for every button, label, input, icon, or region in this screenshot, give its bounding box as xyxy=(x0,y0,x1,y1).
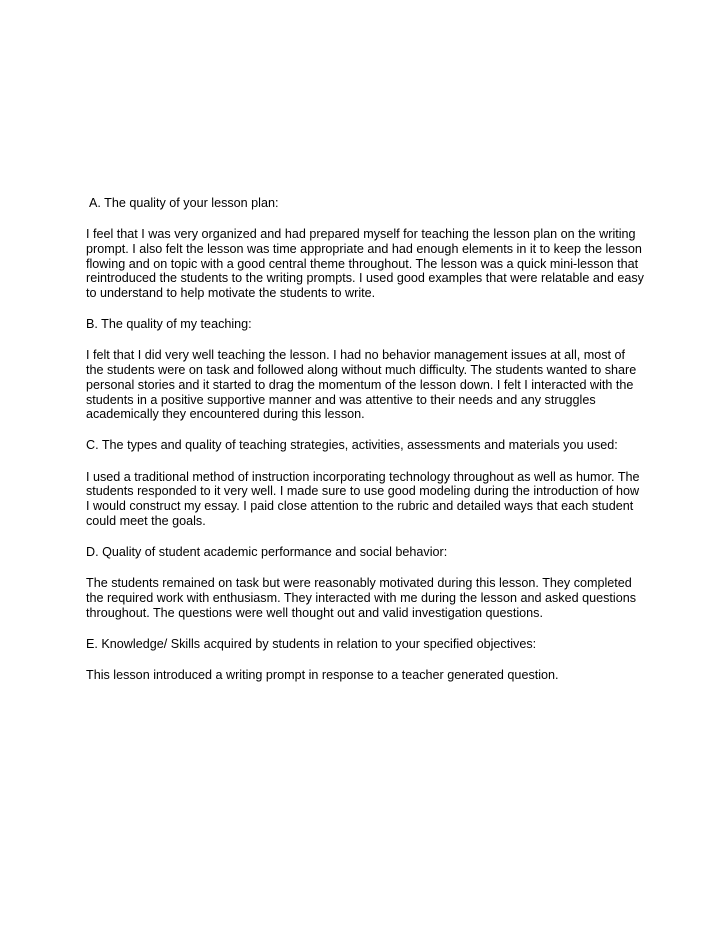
section-c-heading: C. The types and quality of teaching strategies, activities, assessments and materials you used: xyxy=(86,438,618,453)
section-b-heading: B. The quality of my teaching: xyxy=(86,317,252,332)
section-a-body: I feel that I was very organized and had prepared myself for teaching the lesson plan on the writing prompt. I also felt the lesson was time appropriate and had enough elements in it to keep the lesson flowing and on topic with a good central theme throughout. The lesson was a quick mini-lesson that reintroduced the students to the writing prompts. I used good examples that were relatable and easy to understand to help motivate the students to write. xyxy=(86,227,644,301)
section-d-heading: D. Quality of student academic performance and social behavior: xyxy=(86,544,448,559)
section-e-body: This lesson introduced a writing prompt in response to a teacher generated question. xyxy=(86,667,559,682)
section-b-body: I felt that I did very well teaching the lesson. I had no behavior management issues at all, most of the students were on task and followed along without much difficulty. The students wanted to share personal stories and it started to drag the momentum of the lesson down. I felt I interacted with the students in a positive supportive manner and was attentive to their needs and any struggles academically they encountered during this lesson. xyxy=(86,348,637,422)
section-d-body: The students remained on task but were reasonably motivated during this lesson. They completed the required work with enthusiasm. They interacted with me during the lesson and asked questions throughout. The questions were well thought out and valid investigation questions. xyxy=(86,576,636,620)
section-a-heading: A. The quality of your lesson plan: xyxy=(89,196,279,210)
section-c-body: I used a traditional method of instruction incorporating technology throughout as well as humor. The students responded to it very well. I made sure to use good modeling during the introduction of how I would construct my essay. I paid close attention to the rubric and detailed ways that each student could meet the goals. xyxy=(86,469,640,528)
section-e-heading: E. Knowledge/ Skills acquired by students in relation to your specified objectives: xyxy=(86,636,537,651)
document-body xyxy=(86,196,646,699)
